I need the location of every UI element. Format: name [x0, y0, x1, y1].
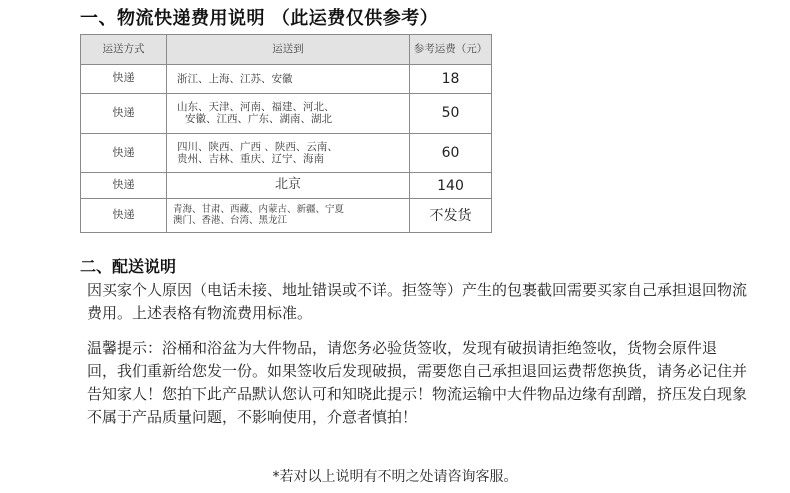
table-row: [81, 93, 492, 134]
header-fee: 参考运费（元）: [410, 35, 492, 65]
destination-cell: [167, 65, 410, 94]
table-row: [81, 134, 492, 173]
footer-note: *若对以上说明有不明之处请咨询客服。: [272, 469, 518, 485]
section1-title: 一、物流快递费用说明 （此运费仅供参考）: [80, 8, 439, 29]
tip-text: 浴桶和浴盆为大件物品，请您务必验货签收，发现有破损请拒绝签收，货物会原件退回，我们重新给您发一份。如果签收后发现破损，需要您自己承担退回运费帮您换货，请务必记住并告知家人！您拍下此产品默认您认可和知晓此提示！物流运输中大件物品边缘有刮蹭，挤压发白现象不属于产品质量问题，不影响使用，介意者慎拍！: [87, 339, 748, 426]
warm-tip: [87, 337, 747, 429]
destination-cell: [167, 93, 410, 134]
fee-cell: 140: [410, 172, 492, 198]
destination-line: 青海、甘肃、西藏、内蒙古、新疆、宁夏: [173, 203, 345, 215]
method-cell: 快递: [81, 199, 167, 233]
header-destination: 运送到: [167, 35, 410, 65]
method-cell: 快递: [81, 134, 167, 173]
table-row: [81, 199, 492, 233]
fee-cell: 不发货: [410, 199, 492, 233]
method-cell: 快递: [81, 172, 167, 198]
fee-cell: 18: [410, 65, 492, 94]
destination-line: 北京: [274, 177, 301, 193]
header-method: 运送方式: [81, 35, 167, 65]
section2-title: 二、配送说明: [80, 257, 177, 276]
fee-cell: 60: [410, 134, 492, 173]
tip-label: 温馨提示：: [87, 339, 163, 357]
destination-cell: [167, 134, 410, 173]
destination-line: 澳门、香港、台湾、黑龙江: [173, 214, 288, 226]
destination-cell: [167, 199, 410, 233]
method-cell: 快递: [81, 65, 167, 94]
destination-line: 浙江、上海、江苏、安徽: [177, 72, 293, 85]
table-header-row: [81, 35, 492, 65]
method-cell: 快递: [81, 93, 167, 134]
table-row: [81, 172, 492, 198]
destination-cell: [167, 172, 410, 198]
table-row: [81, 65, 492, 94]
destination-line: 山东、天津、河南、福建、河北、: [177, 101, 335, 114]
fee-cell: 50: [410, 93, 492, 134]
delivery-note: 因买家个人原因（电话未接、地址错误或不详。拒签等）产生的包裹截回需要买家自己承担退回物流费用。上述表格有物流费用标准。: [87, 281, 748, 322]
destination-line: 安徽、江西、广东、湖南、湖北: [185, 113, 332, 126]
shipping-fee-table: [80, 34, 492, 233]
destination-line: 四川、陕西、广西 、陕西、云南、: [177, 141, 338, 153]
destination-line: 贵州、吉林、重庆、辽宁、海南: [177, 153, 324, 166]
